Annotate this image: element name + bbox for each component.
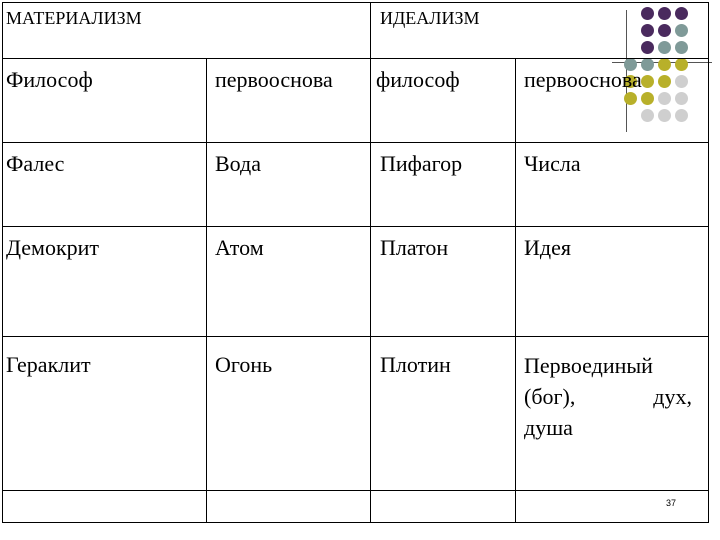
cell-word: душа (524, 415, 573, 440)
decorative-dot (641, 92, 654, 105)
table-cell: Пифагор (380, 151, 463, 176)
table-cell: Платон (380, 235, 449, 260)
table-border-left (2, 2, 3, 523)
cell-word: Первоединый (524, 353, 653, 378)
decorative-dot (641, 41, 654, 54)
column-label-philosopher-idealism: философ (376, 67, 460, 92)
table-border-col1 (206, 58, 207, 523)
table-cell: Демокрит (6, 235, 100, 260)
table-border-row3 (2, 336, 708, 337)
table-cell: Фалес (6, 151, 65, 176)
table-cell: Вода (215, 151, 261, 176)
cell-line (524, 381, 692, 412)
table-border-row1 (2, 142, 708, 143)
decorative-dot (658, 109, 671, 122)
decorative-dot (675, 92, 688, 105)
table-border-bottom (2, 522, 708, 523)
table-cell: Плотин (380, 352, 451, 377)
table-cell: Огонь (215, 352, 273, 377)
decorative-dot (641, 75, 654, 88)
table-border-mid (370, 2, 371, 523)
table-border-top (2, 2, 708, 3)
table-border-right (708, 2, 709, 523)
table-border-col3 (515, 58, 516, 523)
cell-word: (бог), (524, 384, 576, 409)
column-label-philosopher: Философ (6, 67, 93, 92)
decorative-dot (675, 58, 688, 71)
decorative-dot (658, 24, 671, 37)
decorative-dot (641, 58, 654, 71)
decorative-dot (641, 109, 654, 122)
table-border-header (2, 58, 708, 59)
decorative-dot (658, 7, 671, 20)
decorative-dot (675, 24, 688, 37)
decorative-dot (675, 7, 688, 20)
decorative-dot (658, 41, 671, 54)
cell-line (524, 412, 692, 443)
cell-line (524, 350, 692, 381)
table-cell: Идея (524, 235, 571, 260)
table-cell: Числа (524, 151, 581, 176)
column-label-principle-idealism: первооснова (524, 67, 642, 92)
decorative-dot (641, 24, 654, 37)
decorative-dot (658, 92, 671, 105)
header-idealism: ИДЕАЛИЗМ (380, 8, 480, 28)
table-border-row2 (2, 226, 708, 227)
column-label-principle: первооснова (215, 67, 333, 92)
table-cell-multiline (524, 350, 692, 443)
page-number: 37 (666, 498, 677, 508)
decorative-dot (641, 7, 654, 20)
decorative-dot (658, 75, 671, 88)
decorative-dot (675, 75, 688, 88)
table-border-row4 (2, 490, 708, 491)
decorative-dot (658, 58, 671, 71)
table-cell: Атом (215, 235, 264, 260)
cell-word: дух, (653, 384, 692, 409)
table-cell: Гераклит (6, 352, 91, 377)
header-materialism: МАТЕРИАЛИЗМ (6, 8, 142, 28)
decorative-dot (675, 41, 688, 54)
decorative-dot (675, 109, 688, 122)
